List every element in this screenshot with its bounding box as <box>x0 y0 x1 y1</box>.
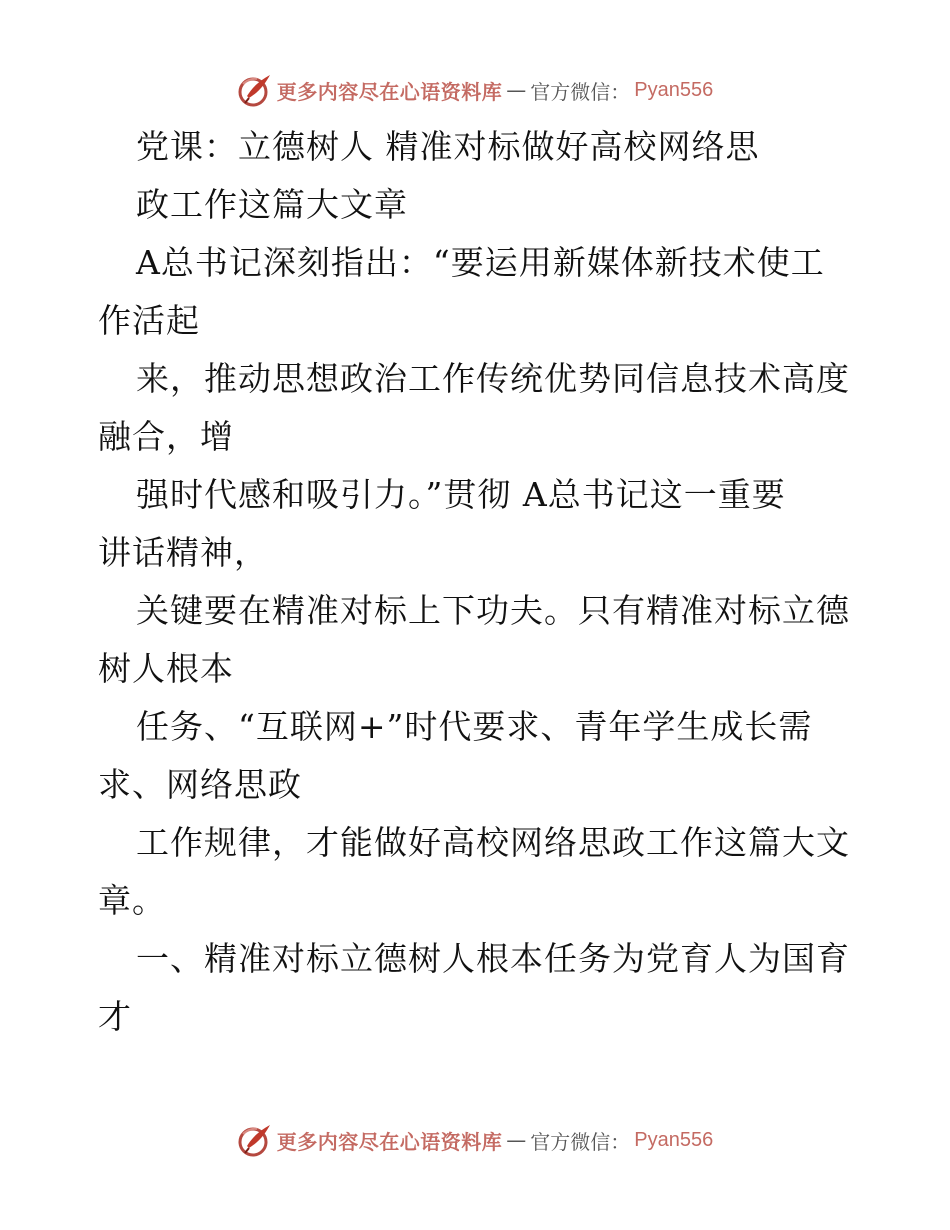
paragraph-line: 任务、“互联网+”时代要求、青年学生成长需 <box>136 707 813 746</box>
paragraph-line: 工作规律，才能做好高校网络思政工作这篇大文 <box>136 823 850 862</box>
section-heading-line: 才 <box>98 997 132 1036</box>
paragraph-line: 关键要在精准对标上下功夫。只有精准对标立德 <box>136 591 850 630</box>
paragraph-line: 树人根本 <box>98 649 234 688</box>
feather-pen-logo-icon <box>237 72 273 108</box>
watermark-label: 官方微信： <box>530 79 631 104</box>
watermark-text: 更多内容尽在心语资料库 <box>276 1129 503 1154</box>
feather-pen-logo-icon <box>237 1122 273 1158</box>
paragraph-line: 讲话精神， <box>98 533 268 572</box>
header-watermark <box>0 70 950 110</box>
paragraph-line: A总书记深刻指出：“要运用新媒体新技术使工 <box>136 243 825 282</box>
watermark-id: Pyan556 <box>634 78 714 101</box>
watermark-label: 官方微信： <box>530 1129 631 1154</box>
watermark-text: 更多内容尽在心语资料库 <box>276 79 503 104</box>
paragraph-line: 章。 <box>98 881 166 920</box>
title-line-1: 党课：立德树人 精准对标做好高校网络思 <box>136 127 760 166</box>
paragraph-line: 融合，增 <box>98 417 234 456</box>
watermark-dash: — <box>506 78 527 102</box>
paragraph-line: 求、网络思政 <box>98 765 302 804</box>
section-heading-line: 一、精准对标立德树人根本任务为党育人为国育 <box>136 939 850 978</box>
title-line-2: 政工作这篇大文章 <box>136 185 408 224</box>
watermark-dash: — <box>506 1128 527 1152</box>
paragraph-line: 来，推动思想政治工作传统优势同信息技术高度 <box>136 359 850 398</box>
paragraph-line: 作活起 <box>98 301 200 340</box>
paragraph-line: 强时代感和吸引力。”贯彻 A总书记这一重要 <box>136 475 786 514</box>
watermark-id: Pyan556 <box>634 1128 714 1151</box>
footer-watermark <box>0 1120 950 1160</box>
